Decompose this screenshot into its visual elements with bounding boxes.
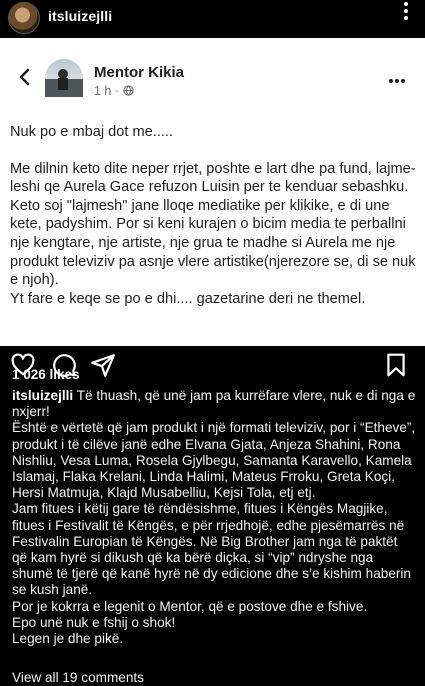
post-caption: [12, 388, 416, 647]
caption-line: Legen je dhe pikë.: [12, 631, 124, 647]
author-name: Mentor Kikia: [94, 64, 185, 81]
facebook-post-screenshot: [0, 38, 425, 346]
post-paragraph: Yt fare e keqe se po e dhi.... gazetarine deri ne themel.: [10, 290, 366, 307]
caption-first-line: [12, 388, 416, 420]
avatar[interactable]: [8, 2, 40, 34]
caption-username[interactable]: itsluizejlli: [12, 388, 74, 403]
post-body: [10, 123, 420, 308]
likes-count[interactable]: 1 026 likes: [12, 367, 80, 382]
globe-icon: [123, 84, 134, 98]
post-paragraph: Keto soj "lajmesh" jane lloqe mediatike per klikike, e di une kete, padyshim. Por si keni kurajen o bicim media te perballni nje kengtare, nje artiste, nje grua te madhe si Aurela me nje produkt televiziv pa asnje vlere artistike(njerezore se, di se nuk e njoh).: [10, 197, 416, 289]
post-paragraph: Nuk po e mbaj dot me.....: [10, 124, 174, 140]
vertical-dots-icon[interactable]: [395, 0, 417, 32]
post-username[interactable]: itsluizejlli: [48, 8, 113, 24]
back-arrow-icon: [16, 68, 34, 86]
post-paragraph: Me dilnin keto dite neper rrjet, poshte e lart dhe pa fund, lajme-leshi qe Aurela Gace refuzon Luisin per te kenduar sebashku.: [10, 160, 416, 196]
bookmark-icon[interactable]: [383, 352, 409, 378]
caption-text: Të thuash, që unë jam pa kurrëfare vlere, nuk e di nga e nxjerr!: [12, 388, 416, 420]
caption-line: Është e vërtetë që jam produkt i një formati televiziv, por i “Etheve”, produkt i të cilëve janë edhe Elvana Gjata, Anjeza Shahini, Rona Nishliu, Vesa Luma, Rosela Gjylbegu, Samanta Karavello, Kamela Islamaj, Flaka Krelani, Linda Halimi, Mateus Frroku, Greta Koçi, Hersi Matmuja, Klajd Musabelliu, Kejsi Tola, etj etj.: [12, 420, 416, 501]
post-meta: [94, 84, 134, 98]
caption-line: Epo unë nuk e fshij o shok!: [12, 614, 176, 630]
caption-line: Jam fitues i këtij gare të rëndësishme, fitues i Këngës Magjike, fitues i Festivalit të Këngës, e për rrjedhojë, edhe pjesëmarrës në Festivalin Europian të Këngës. Në Big Brother jam nga të paktët që kam hyrë si dikush që ka bërë diçka, si “vip” ndryshe nga shumë të tjerë që kanë hyrë në dy edicione dhe s’e kishim haberin se kush janë.: [12, 501, 411, 598]
instagram-post-header: [0, 0, 425, 38]
share-icon[interactable]: [90, 352, 116, 378]
more-options-icon: [388, 68, 406, 89]
post-time: 1 h: [94, 84, 112, 98]
author-avatar: [45, 59, 83, 97]
view-comments-link[interactable]: View all 19 comments: [12, 670, 144, 685]
caption-line: Por je kokrra e legenit o Mentor, që e postove dhe e fshive.: [12, 598, 368, 614]
paragraph-gap: [10, 142, 420, 160]
meta-separator: ·: [114, 84, 120, 98]
